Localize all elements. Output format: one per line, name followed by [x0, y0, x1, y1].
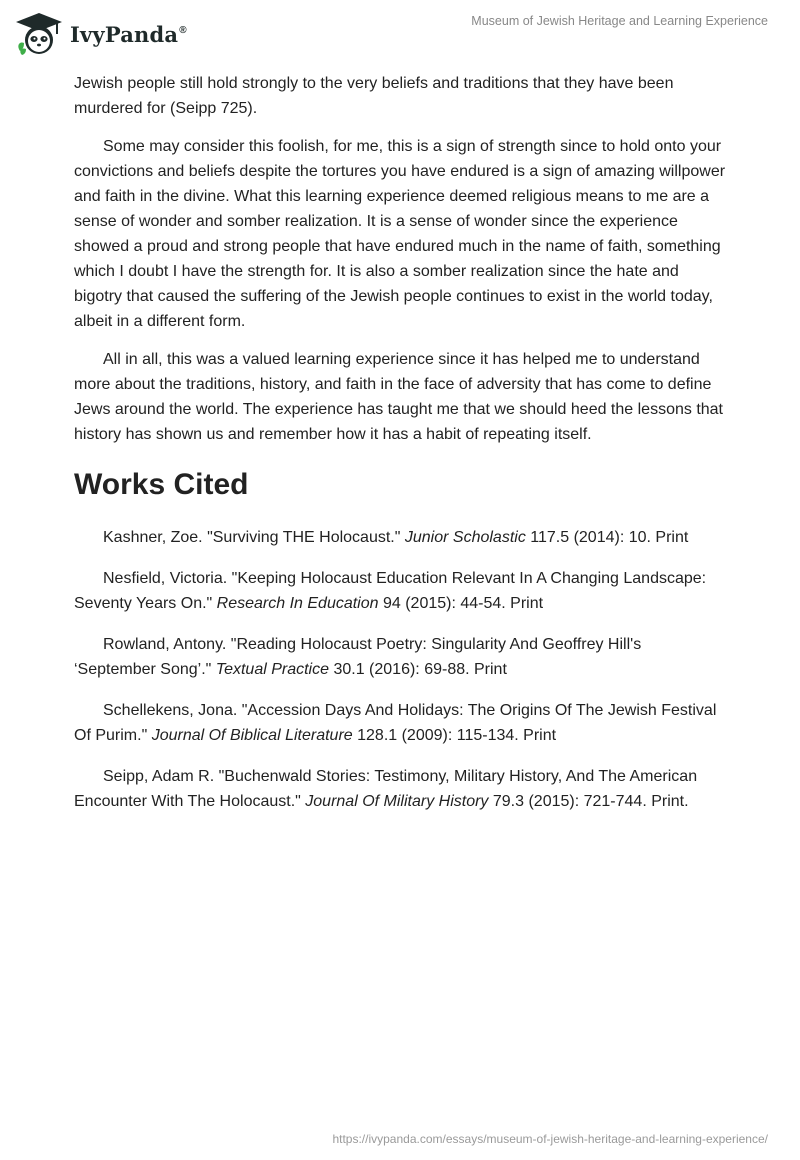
paragraph: All in all, this was a valued learning experience since it has helped me to understand more about the traditions, history, and faith in the face of adversity that has come to define Jews around the world. The experience has taught me that we should heed the lessons that history has shown us and remember how it has a habit of repeating itself.: [74, 351, 723, 443]
citation: Seipp, Adam R. "Buchenwald Stories: Testimony, Military History, And The American Encounter With The Holocaust." Journal Of Military History 79.3 (2015): 721-744. Print.: [74, 768, 698, 810]
document-title: Museum of Jewish Heritage and Learning Experience: [471, 14, 768, 28]
citation: Nesfield, Victoria. "Keeping Holocaust Education Relevant In A Changing Landscape: Seventy Years On." Research In Education 94 (2015): 44-54. Print: [74, 570, 707, 612]
essay-content: [74, 71, 726, 830]
page-header: [0, 0, 800, 70]
works-cited-heading: Works Cited: [74, 468, 249, 501]
source-url[interactable]: https://ivypanda.com/essays/museum-of-jewish-heritage-and-learning-experience/: [332, 1132, 768, 1146]
ivypanda-logo[interactable]: [14, 8, 187, 60]
panda-logo-icon: [14, 11, 64, 57]
paragraph-continued: Jewish people still hold strongly to the very beliefs and traditions that they have been murdered for (Seipp 725).: [74, 75, 674, 117]
works-cited-list: [74, 525, 726, 814]
brand-name: IvyPanda®: [70, 21, 187, 47]
citation: Schellekens, Jona. "Accession Days And Holidays: The Origins Of The Jewish Festival Of Purim." Journal Of Biblical Literature 128.1 (2009): 115-134. Print: [74, 702, 717, 744]
paragraph: Some may consider this foolish, for me, this is a sign of strength since to hold onto your convictions and beliefs despite the tortures you have endured is a sign of amazing willpower and faith in the divine. What this learning experience deemed religious means to me are a sense of wonder and somber realization. It is a sense of wonder since the experience showed a proud and strong people that have endured much in the name of faith, something which I doubt I have the strength for. It is also a somber realization since the hate and bigotry that caused the suffering of the Jewish people continues to exist in the world today, albeit in a different form.: [74, 138, 726, 330]
citation: Rowland, Antony. "Reading Holocaust Poetry: Singularity And Geoffrey Hill's ‘September Song’." Textual Practice 30.1 (2016): 69-88. Print: [74, 636, 642, 678]
citation: Kashner, Zoe. "Surviving THE Holocaust." Junior Scholastic 117.5 (2014): 10. Print: [103, 529, 689, 546]
